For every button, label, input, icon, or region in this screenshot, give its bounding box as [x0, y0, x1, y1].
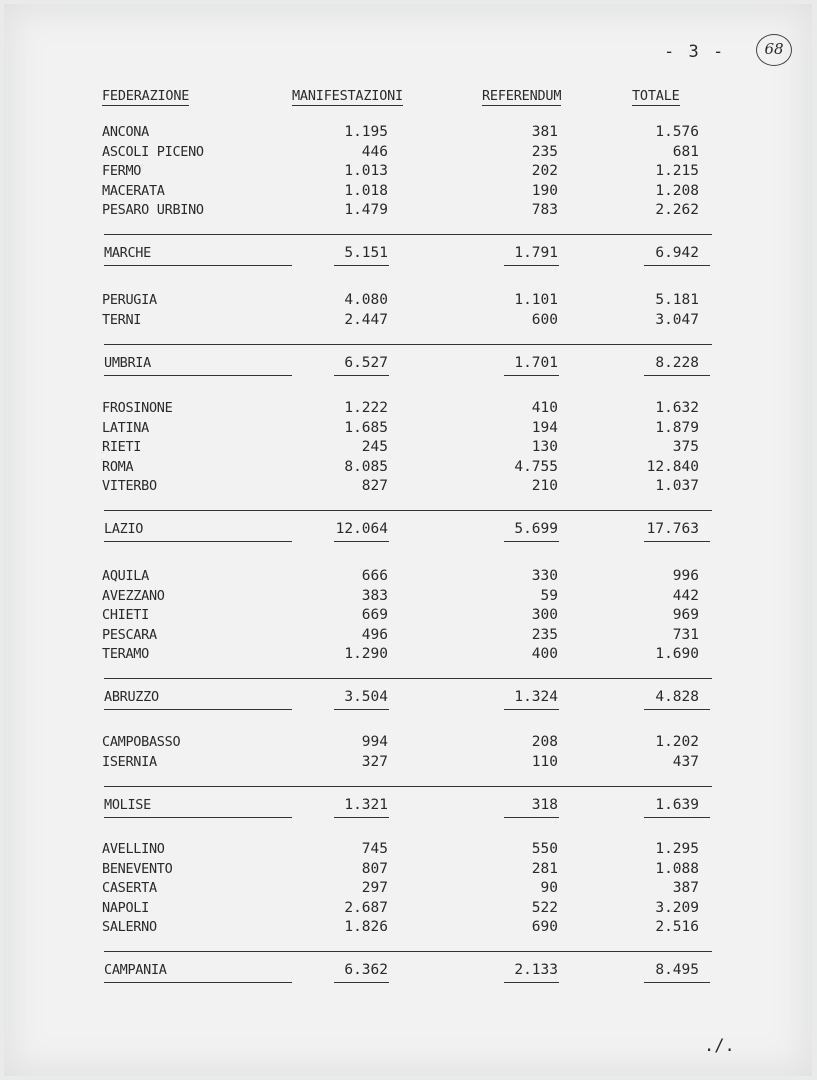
cell-manifestazioni: 446	[361, 143, 388, 160]
cell-name: AVEZZANO	[102, 587, 165, 604]
cell-referendum: 59	[540, 587, 558, 604]
cell-name: RIETI	[102, 439, 142, 456]
cell-referendum: 300	[531, 607, 558, 624]
cell-manifestazioni: 2.447	[344, 311, 388, 328]
total-underline	[504, 709, 559, 710]
region-total-totale: 6.942	[655, 245, 699, 262]
total-underline	[504, 265, 559, 266]
cell-referendum: 281	[531, 860, 558, 877]
cell-referendum: 522	[531, 899, 558, 916]
cell-name: PESARO URBINO	[102, 202, 204, 219]
total-underline	[644, 982, 710, 983]
cell-name: TERAMO	[102, 646, 149, 663]
cell-manifestazioni: 2.687	[344, 899, 388, 916]
cell-manifestazioni: 1.290	[344, 646, 388, 663]
cell-totale: 1.295	[655, 841, 699, 857]
cell-manifestazioni: 4.080	[344, 292, 388, 308]
cell-referendum: 190	[531, 182, 558, 199]
cell-totale: 1.208	[655, 182, 699, 199]
cell-totale: 12.840	[646, 458, 699, 475]
total-underline	[644, 541, 710, 542]
header-manifestazioni: MANIFESTAZIONI	[292, 88, 403, 104]
cell-name: NAPOLI	[102, 899, 149, 916]
cell-name: CAMPOBASSO	[102, 734, 181, 750]
region-total-name: LAZIO	[104, 521, 144, 538]
cell-name: LATINA	[102, 419, 149, 436]
cell-referendum: 600	[531, 311, 558, 328]
cell-referendum: 690	[531, 919, 558, 936]
region-total-referendum: 1.324	[514, 689, 558, 706]
total-underline	[334, 375, 389, 376]
header-federazione: FEDERAZIONE	[102, 88, 190, 104]
cell-name: PESCARA	[102, 626, 157, 643]
cell-name: AVELLINO	[102, 841, 165, 857]
total-underline	[334, 541, 389, 542]
total-underline	[104, 817, 292, 818]
cell-referendum: 110	[531, 753, 558, 770]
region-total-totale: 17.763	[646, 521, 699, 538]
section-divider	[104, 510, 712, 511]
cell-name: ROMA	[102, 458, 134, 475]
cell-manifestazioni: 327	[361, 753, 388, 770]
cell-manifestazioni: 827	[361, 478, 388, 495]
cell-totale: 969	[672, 607, 699, 624]
cell-referendum: 235	[531, 626, 558, 643]
cell-totale: 1.690	[655, 646, 699, 663]
total-underline	[104, 541, 292, 542]
cell-name: ISERNIA	[102, 753, 157, 770]
cell-referendum: 330	[531, 568, 558, 584]
cell-name: PERUGIA	[102, 292, 157, 308]
cell-referendum: 90	[540, 880, 558, 897]
region-total-totale: 1.639	[655, 796, 699, 813]
page-number: - 3 -	[664, 42, 726, 62]
cell-referendum: 235	[531, 143, 558, 160]
cell-manifestazioni: 1.018	[344, 182, 388, 199]
region-total-name: MOLISE	[104, 796, 151, 813]
total-underline	[104, 982, 292, 983]
cell-name: CHIETI	[102, 607, 149, 624]
cell-manifestazioni: 8.085	[344, 458, 388, 475]
region-total-manifestazioni: 3.504	[344, 689, 388, 706]
cell-manifestazioni: 745	[361, 841, 388, 857]
cell-name: ANCONA	[102, 124, 149, 140]
cell-totale: 5.181	[655, 292, 699, 308]
section-divider	[104, 678, 712, 679]
cell-referendum: 194	[531, 419, 558, 436]
cell-referendum: 130	[531, 439, 558, 456]
total-underline	[504, 982, 559, 983]
cell-name: ASCOLI PICENO	[102, 143, 204, 160]
section-divider	[104, 344, 712, 345]
cell-totale: 681	[672, 143, 699, 160]
total-underline	[644, 709, 710, 710]
total-underline	[334, 817, 389, 818]
cell-referendum: 550	[531, 841, 558, 857]
region-total-name: MARCHE	[104, 245, 151, 262]
region-total-referendum: 1.791	[514, 245, 558, 262]
cell-referendum: 410	[531, 400, 558, 416]
total-underline	[644, 817, 710, 818]
cell-name: BENEVENTO	[102, 860, 173, 877]
cell-name: MACERATA	[102, 182, 165, 199]
region-total-name: ABRUZZO	[104, 689, 159, 706]
total-underline	[504, 375, 559, 376]
cell-referendum: 400	[531, 646, 558, 663]
cell-totale: 387	[672, 880, 699, 897]
cell-name: TERNI	[102, 311, 142, 328]
cell-manifestazioni: 807	[361, 860, 388, 877]
cell-manifestazioni: 297	[361, 880, 388, 897]
region-total-totale: 8.228	[655, 354, 699, 371]
cell-referendum: 4.755	[514, 458, 558, 475]
total-underline	[334, 709, 389, 710]
cell-manifestazioni: 669	[361, 607, 388, 624]
cell-name: SALERNO	[102, 919, 157, 936]
cell-totale: 731	[672, 626, 699, 643]
cell-totale: 1.088	[655, 860, 699, 877]
header-totale: TOTALE	[632, 88, 680, 104]
region-total-manifestazioni: 6.527	[344, 354, 388, 371]
cell-totale: 1.202	[655, 734, 699, 750]
cell-name: VITERBO	[102, 478, 157, 495]
cell-totale: 3.047	[655, 311, 699, 328]
cell-totale: 1.037	[655, 478, 699, 495]
cell-totale: 442	[672, 587, 699, 604]
cell-referendum: 202	[531, 163, 558, 180]
total-underline	[334, 982, 389, 983]
total-underline	[644, 265, 710, 266]
total-underline	[104, 375, 292, 376]
total-underline	[334, 265, 389, 266]
region-total-name: CAMPANIA	[104, 962, 167, 979]
header-referendum: REFERENDUM	[482, 88, 562, 104]
cell-manifestazioni: 1.222	[344, 400, 388, 416]
region-total-referendum: 318	[531, 796, 558, 813]
cell-manifestazioni: 1.479	[344, 202, 388, 219]
cell-referendum: 1.101	[514, 292, 558, 308]
section-divider	[104, 951, 712, 952]
region-total-manifestazioni: 1.321	[344, 796, 388, 813]
cell-manifestazioni: 994	[361, 734, 388, 750]
total-underline	[504, 817, 559, 818]
cell-referendum: 210	[531, 478, 558, 495]
cell-totale: 1.215	[655, 163, 699, 180]
circled-page-stamp: 68	[756, 34, 792, 66]
region-total-manifestazioni: 6.362	[344, 962, 388, 979]
region-total-manifestazioni: 5.151	[344, 245, 388, 262]
region-total-referendum: 2.133	[514, 962, 558, 979]
section-divider	[104, 786, 712, 787]
cell-totale: 2.262	[655, 202, 699, 219]
cell-manifestazioni: 245	[361, 439, 388, 456]
region-total-referendum: 1.701	[514, 354, 558, 371]
continuation-mark: ./.	[704, 1036, 735, 1056]
cell-name: FROSINONE	[102, 400, 173, 416]
cell-referendum: 783	[531, 202, 558, 219]
cell-totale: 996	[672, 568, 699, 584]
cell-totale: 1.879	[655, 419, 699, 436]
cell-manifestazioni: 383	[361, 587, 388, 604]
region-total-totale: 8.495	[655, 962, 699, 979]
cell-referendum: 208	[531, 734, 558, 750]
region-total-name: UMBRIA	[104, 354, 151, 371]
cell-referendum: 381	[531, 124, 558, 140]
cell-totale: 2.516	[655, 919, 699, 936]
cell-manifestazioni: 1.195	[344, 124, 388, 140]
document-page	[4, 4, 812, 1076]
total-underline	[104, 709, 292, 710]
section-divider	[104, 234, 712, 235]
cell-totale: 375	[672, 439, 699, 456]
region-total-manifestazioni: 12.064	[335, 521, 388, 538]
cell-manifestazioni: 1.013	[344, 163, 388, 180]
cell-totale: 437	[672, 753, 699, 770]
cell-totale: 1.632	[655, 400, 699, 416]
cell-manifestazioni: 1.826	[344, 919, 388, 936]
region-total-totale: 4.828	[655, 689, 699, 706]
total-underline	[104, 265, 292, 266]
region-total-referendum: 5.699	[514, 521, 558, 538]
cell-name: AQUILA	[102, 568, 149, 584]
cell-manifestazioni: 496	[361, 626, 388, 643]
cell-totale: 1.576	[655, 124, 699, 140]
cell-totale: 3.209	[655, 899, 699, 916]
total-underline	[504, 541, 559, 542]
total-underline	[644, 375, 710, 376]
cell-manifestazioni: 666	[361, 568, 388, 584]
cell-name: FERMO	[102, 163, 142, 180]
cell-manifestazioni: 1.685	[344, 419, 388, 436]
cell-name: CASERTA	[102, 880, 157, 897]
